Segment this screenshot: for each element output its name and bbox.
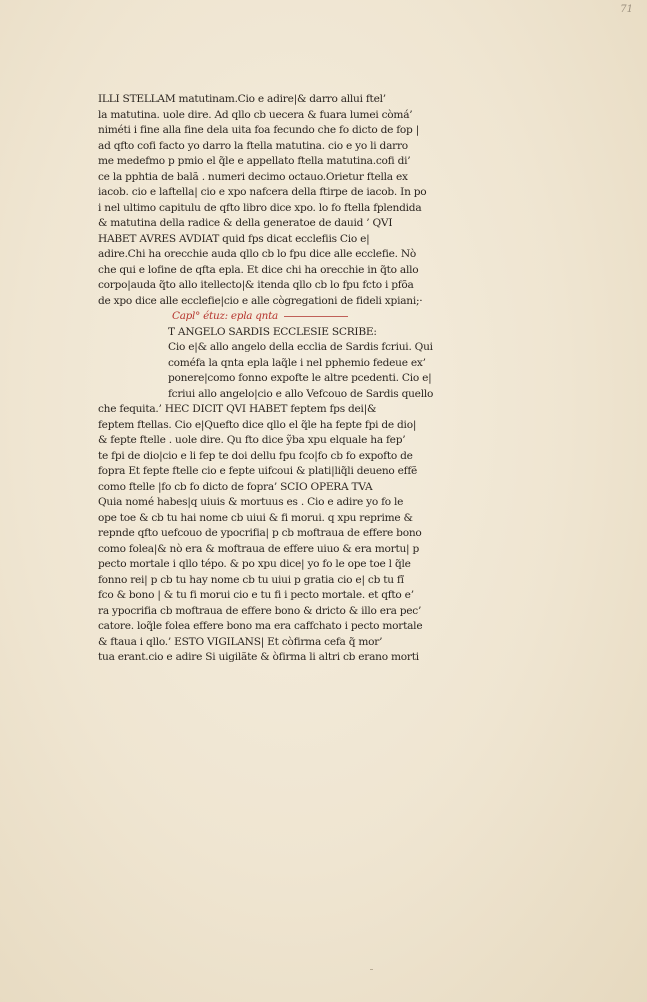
text-line: Quia nomé habes|q uiuis & mortuus es . Cio e adire yo fo le (98, 496, 404, 508)
text-line: i nel ultimo capitulu de qfto libro dice xpo. lo fo ftella fplendida (98, 201, 422, 214)
text-line: fonno rei| p cb tu hay nome cb tu uiui p gratia cio e| cb tu fĩ (98, 573, 404, 586)
text-line: adire.Chi ha orecchie auda qllo cb lo fpu dice alle ecclefie. Nò (98, 248, 417, 260)
text-line: corpo|auda q̃to allo itellecto|& itenda qllo cb lo fpu fcto i pfõa (98, 279, 414, 291)
text-line: la matutina. uole dire. Ad qllo cb uecera & fuara lumei còmá’ (98, 108, 413, 121)
rubric-text: Capl° étuz: epla qnta (172, 310, 278, 322)
text-line: & matutina della radice & della generatoe de dauid ’ QVI (98, 217, 393, 229)
text-line: & ftaua i qllo.’ ESTO VIGILANS| Et còfirma cefa q̃ mor’ (98, 635, 383, 648)
text-line: ope toe & cb tu hai nome cb uiui & fi morui. q xpu reprime & (98, 511, 413, 524)
text-line: ad qfto cofi facto yo darro la ftella matutina. cio e yo li darro (98, 139, 408, 152)
text-line: Cio e|& allo angelo della ecclia de Sardis fcriui. Qui (168, 341, 433, 353)
text-block-after-rubric (98, 325, 514, 666)
text-line: fcriui allo angelo|cio e allo Vefcouo de Sardis quello (168, 387, 434, 400)
rubric-heading (98, 309, 514, 325)
text-line: che fequita.’ HEC DICIT QVI HABET feptem fps dei|& (98, 403, 377, 415)
text-line: ra ypocrifia cb moftraua de effere bono & dricto & illo era pec’ (98, 604, 422, 617)
text-line: pecto mortale i qllo tépo. & po xpu dice| yo fo le ope toe l q̃le (98, 558, 411, 570)
text-line: de xpo dice alle ecclefie|cio e alle cògregationi de fideli xpiani;· (98, 294, 423, 307)
text-line: fopra Et fepte ftelle cio e fepte uifcoui & plati|liq̃li deueno effẽ (98, 465, 418, 477)
text-line: coméfa la qnta epla laq̃le i nel pphemio fedeue ex’ (168, 356, 426, 369)
text-line: ce la pphtia de balã . numeri decimo octauo.Orietur ftella ex (98, 170, 408, 183)
text-line: HABET AVRES AVDIAT quid fps dicat ecclefiis Cio e| (98, 232, 370, 245)
text-line: che qui e lofine de qfta epla. Et dice chi ha orecchie in q̃to allo (98, 263, 419, 276)
text-line: feptem ftellas. Cio e|Quefto dice qllo el q̃le ha fepte fpi de dio| (98, 418, 417, 431)
text-line: como ftelle |fo cb fo dicto de fopra’ SCIO OPERA TVA (98, 480, 373, 493)
text-block (98, 92, 514, 666)
paper-mark (370, 969, 373, 970)
text-line: ILLI STELLAM matutinam.Cio e adire|& darro allui ftel’ (98, 93, 386, 105)
text-line: me medefmo p pmio el q̃le e appellato ftella matutina.cofi di’ (98, 155, 411, 167)
rubric-rule (284, 316, 348, 317)
text-line: repnde qfto uefcouo de ypocrifia| p cb moftraua de effere bono (98, 527, 422, 539)
text-line: ponere|como fonno expofte le altre pcedenti. Cio e| (168, 372, 432, 384)
text-block-before-rubric (98, 92, 514, 309)
text-line: te fpi de dio|cio e li fep te doi dellu fpu fco|fo cb fo expofto de (98, 449, 413, 462)
text-line: T ANGELO SARDIS ECCLESIE SCRIBE: (168, 325, 377, 338)
text-line: como folea|& nò era & moftraua de effere uiuo & era mortu| p (98, 542, 419, 555)
text-line: & fepte ftelle . uole dire. Qu fto dice ỹba xpu elquale ha fep’ (98, 434, 406, 446)
text-line: catore. loq̃le folea effere bono ma era caffchato i pecto mortale (98, 620, 423, 632)
folio-number: 71 (620, 4, 633, 15)
text-line: iacob. cio e laftella| cio e xpo nafcera della ftirpe de iacob. In po (98, 186, 427, 198)
text-line: fco & bono | & tu fi morui cio e tu fi i pecto mortale. et qfto e’ (98, 589, 414, 601)
text-line: niméti i fine alla fine dela uita foa fecundo che fo dicto de fop | (98, 124, 420, 136)
text-line: tua erant.cio e adire Si uigilãte & òfirma li altri cb erano morti (98, 651, 419, 663)
